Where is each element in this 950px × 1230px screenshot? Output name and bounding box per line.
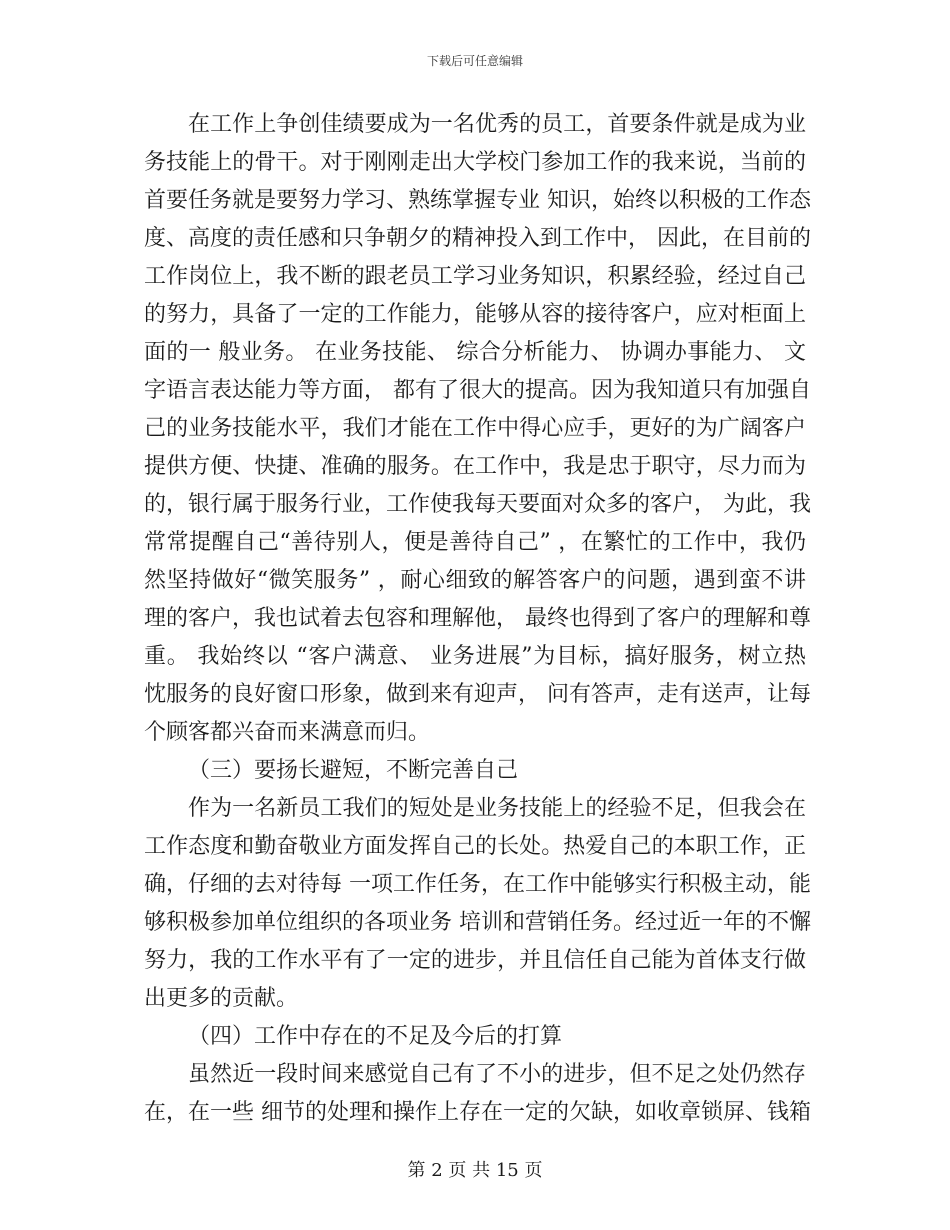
text-line: 的努力，具备了一定的工作能力，能够从容的接待客户，应对柜面上 — [144, 302, 806, 327]
text-line: 出更多的贡献。 — [144, 986, 299, 1011]
text-line: 工作岗位上，我不断的跟老员工学习业务知识，积累经验，经过自己 — [144, 264, 806, 289]
text-line: 虽然近一段时间来感觉自己有了不小的进步，但不足之处仍然存 — [188, 1062, 806, 1087]
text-line: 首要任务就是要努力学习、熟练掌握专业 知识，始终以积极的工作态 — [144, 188, 811, 213]
text-line: 工作态度和勤奋敬业方面发挥自己的长处。热爱自己的本职工作，正 — [144, 834, 806, 859]
page-header: 下载后可任意编辑 — [426, 54, 523, 68]
text-line: 常常提醒自己“善待别人，便是善待自己” ，在繁忙的工作中，我仍 — [144, 530, 806, 555]
section-heading: （四）工作中存在的不足及今后的打算 — [188, 1024, 563, 1049]
text-line: 在工作上争创佳绩要成为一名优秀的员工，首要条件就是成为业 — [188, 112, 806, 137]
text-line: 忱服务的良好窗口形象，做到来有迎声， 问有答声，走有送声，让每 — [144, 682, 811, 707]
text-line: 的，银行属于服务行业，工作使我每天要面对众多的客户， 为此，我 — [144, 492, 811, 517]
section-heading: （三）要扬长避短，不断完善自己 — [188, 758, 519, 783]
text-line: 然坚持做好“微笑服务” ，耐心细致的解答客户的问题，遇到蛮不讲 — [144, 568, 806, 593]
text-line: 理的客户，我也试着去包容和理解他， 最终也得到了客户的理解和尊 — [144, 606, 811, 631]
text-line: 度、高度的责任感和只争朝夕的精神投入到工作中， 因此，在目前的 — [144, 226, 811, 251]
text-line: 作为一名新员工我们的短处是业务技能上的经验不足，但我会在 — [188, 796, 806, 821]
text-line: 确，仔细的去对待每 一项工作任务，在工作中能够实行积极主动，能 — [144, 872, 811, 897]
text-line: 在，在一些 细节的处理和操作上存在一定的欠缺，如收章锁屏、钱箱 — [144, 1100, 811, 1125]
text-line: 面的一 般业务。 在业务技能、 综合分析能力、 协调办事能力、 文 — [144, 340, 806, 365]
text-line: 努力，我的工作水平有了一定的进步，并且信任自己能为首体支行做 — [144, 948, 806, 973]
text-line: 提供方便、快捷、准确的服务。在工作中，我是忠于职守，尽力而为 — [144, 454, 806, 479]
text-line: 重。 我始终以 “客户满意、 业务进展”为目标，搞好服务，树立热 — [144, 644, 806, 669]
text-line: 务技能上的骨干。对于刚刚走出大学校门参加工作的我来说，当前的 — [144, 150, 806, 175]
text-line: 个顾客都兴奋而来满意而归。 — [144, 720, 431, 745]
page-footer: 第 2 页 共 15 页 — [407, 1160, 543, 1181]
text-line: 字语言表达能力等方面， 都有了很大的提高。因为我知道只有加强自 — [144, 378, 811, 403]
text-line: 够积极参加单位组织的各项业务 培训和营销任务。经过近一年的不懈 — [144, 910, 811, 935]
text-line: 己的业务技能水平，我们才能在工作中得心应手，更好的为广阔客户 — [144, 416, 806, 441]
